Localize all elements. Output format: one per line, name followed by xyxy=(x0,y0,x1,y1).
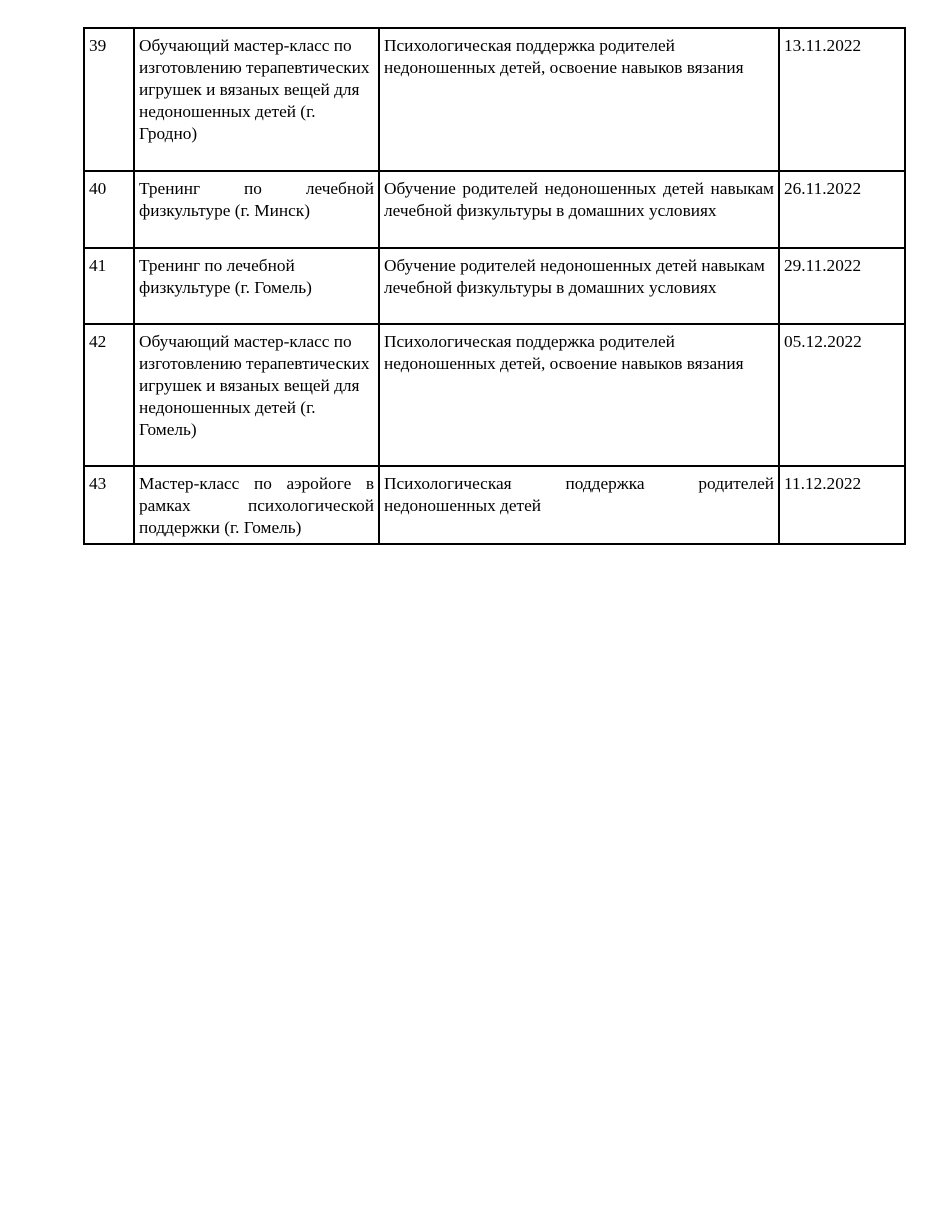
event-date: 05.12.2022 xyxy=(779,324,905,466)
row-number: 43 xyxy=(84,466,134,544)
event-description: Психологическая поддержка родителей недоношенных детей, освоение навыков вязания xyxy=(379,324,779,466)
table-row xyxy=(84,466,905,544)
event-name: Тренинг по лечебной физкультуре (г. Гомель) xyxy=(134,248,379,324)
event-description: Обучение родителей недоношенных детей навыкам лечебной физкультуры в домашних условиях xyxy=(379,248,779,324)
table-row xyxy=(84,28,905,171)
event-date: 13.11.2022 xyxy=(779,28,905,171)
table-row xyxy=(84,171,905,248)
row-number: 39 xyxy=(84,28,134,171)
event-description: Обучение родителей недоношенных детей навыкам лечебной физкультуры в домашних условиях xyxy=(379,171,779,248)
event-date: 29.11.2022 xyxy=(779,248,905,324)
row-number: 41 xyxy=(84,248,134,324)
event-name: Обучающий мастер-класс по изготовлению терапевтических игрушек и вязаных вещей для недоношенных детей (г. Гродно) xyxy=(134,28,379,171)
row-number: 40 xyxy=(84,171,134,248)
event-description: Психологическая поддержка родителей недоношенных детей xyxy=(379,466,779,544)
events-table xyxy=(83,27,906,545)
table-row xyxy=(84,248,905,324)
row-number: 42 xyxy=(84,324,134,466)
event-date: 26.11.2022 xyxy=(779,171,905,248)
table-row xyxy=(84,324,905,466)
event-date: 11.12.2022 xyxy=(779,466,905,544)
event-name: Тренинг по лечебной физкультуре (г. Минск) xyxy=(134,171,379,248)
event-description: Психологическая поддержка родителей недоношенных детей, освоение навыков вязания xyxy=(379,28,779,171)
event-name: Обучающий мастер-класс по изготовлению терапевтических игрушек и вязаных вещей для недоношенных детей (г. Гомель) xyxy=(134,324,379,466)
event-name: Мастер-класс по аэройоге в рамках психологической поддержки (г. Гомель) xyxy=(134,466,379,544)
